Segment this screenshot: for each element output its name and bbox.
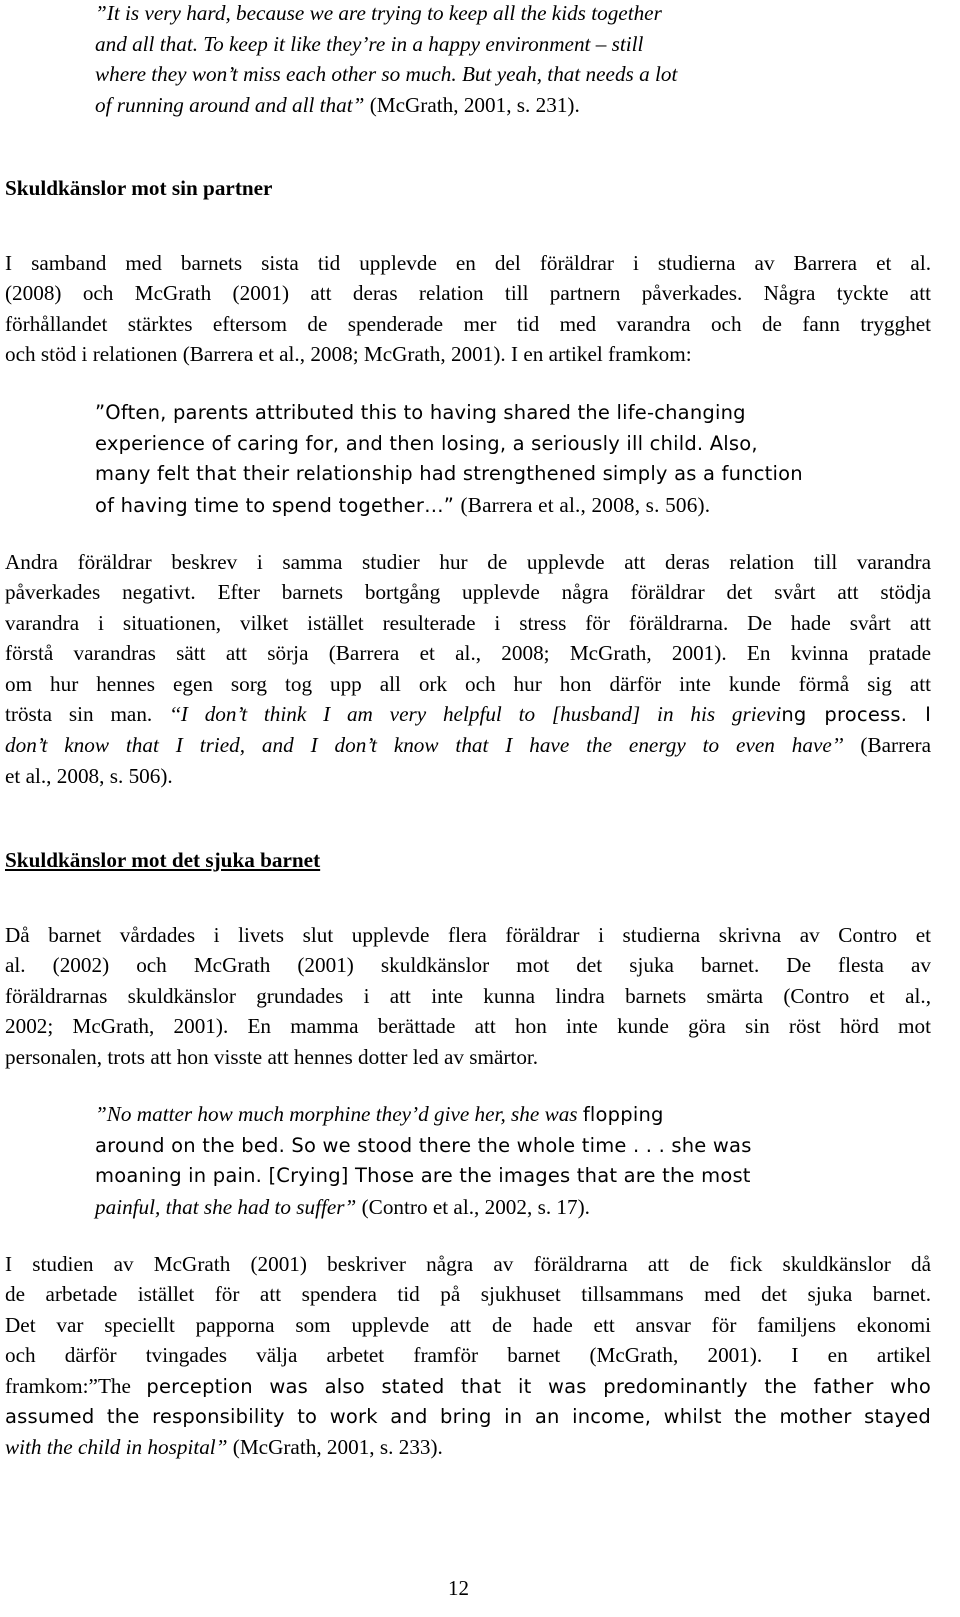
text-line: och därför tvingades välja arbetet framför barnet (McGrath, 2001). I en artikel xyxy=(5,1343,931,1368)
quote-line: of having time to spend together…” xyxy=(95,493,455,517)
quote-line: many felt that their relationship had strengthened simply as a function xyxy=(95,462,803,485)
quote-line: where they won’t miss each other so much. But yeah, that needs a lot xyxy=(95,62,678,86)
paragraph-4 xyxy=(5,1249,931,1463)
text-line: personalen, trots att hon visste att hennes dotter led av smärtor. xyxy=(5,1044,539,1069)
text-line: påverkades negativt. Efter barnets bortgång upplevde några föräldrar det svårt att stödja xyxy=(5,580,931,605)
text-segment: (Barrera xyxy=(860,733,931,758)
quote-italic: don’t know that I tried, and I don’t know that I have the energy to even have’’ xyxy=(5,733,844,758)
paragraph-3 xyxy=(5,920,931,1072)
quote-italic: ”No matter how much morphine they’d give her, she was xyxy=(95,1102,578,1126)
quote-line: of running around and all that” xyxy=(95,92,365,117)
block-quote-2 xyxy=(95,398,840,521)
text-line: Det var speciellt papporna som upplevde att de hade ett ansvar för familjens ekonomi xyxy=(5,1312,931,1337)
text-line: I samband med barnets sista tid upplevde en del föräldrar i studierna av Barrera et al. xyxy=(5,251,931,275)
text-line: Då barnet vårdades i livets slut upplevde flera föräldrar i studierna skrivna av Contro et xyxy=(5,923,931,947)
quote-line: ”It is very hard, because we are trying to keep all the kids together xyxy=(95,1,662,25)
text-line: de arbetade istället för att spendera tid på sjukhuset tillsammans med det sjuka barnet. xyxy=(5,1282,931,1307)
text-line: Andra föräldrar beskrev i samma studier hur de upplevde att deras relation till varandra xyxy=(5,550,931,574)
paragraph-2 xyxy=(5,547,931,791)
quote-italic: painful, that she had to suffer” xyxy=(95,1194,357,1219)
text-line: al. (2002) och McGrath (2001) skuldkänslor mot det sjuka barnet. De flesta av xyxy=(5,953,931,978)
quote-line: around on the bed. So we stood there the whole time . . . she was xyxy=(95,1133,752,1157)
quote-italic: with the child in hospital” xyxy=(5,1435,228,1460)
text-segment: flopping xyxy=(582,1103,664,1126)
text-segment: trösta sin man. xyxy=(5,702,153,727)
text-line: förstå varandras sätt att sörja (Barrera et al., 2008; McGrath, 2001). En kvinna pratade xyxy=(5,641,931,666)
quote-italic: ‘‘I don’t think I am very helpful to [husband] in his grievi xyxy=(169,702,782,727)
block-quote-1 xyxy=(95,0,840,120)
section-heading-partner: Skuldkänslor mot sin partner xyxy=(5,176,273,200)
text-line: (2008) och McGrath (2001) att deras relation till partnern påverkades. Några tyckte att xyxy=(5,281,931,306)
page-number: 12 xyxy=(448,1576,469,1600)
text-line: om hur hennes egen sorg tog upp all ork och hur hon därför inte kunde förmå sig att xyxy=(5,671,931,696)
block-quote-3 xyxy=(95,1099,840,1222)
section-heading-child: Skuldkänslor mot det sjuka barnet xyxy=(5,848,321,872)
text-segment: framkom:”The xyxy=(5,1373,131,1398)
text-line: et al., 2008, s. 506). xyxy=(5,763,173,788)
text-line: och stöd i relationen (Barrera et al., 2008; McGrath, 2001). I en artikel framkom: xyxy=(5,342,692,367)
text-line: förhållandet stärktes eftersom de spenderade mer tid med varandra och de fann trygghet xyxy=(5,311,931,336)
text-line: assumed the responsibility to work and bring in an income, whilst the mother stayed xyxy=(5,1405,931,1429)
text-segment: ng process. I xyxy=(781,703,932,727)
quote-line: ”Often, parents attributed this to having shared the life-changing xyxy=(95,401,746,424)
text-line: föräldrarnas skuldkänslor grundades i att inte kunna lindra barnets smärta (Contro et al., xyxy=(5,983,931,1008)
text-line: I studien av McGrath (2001) beskriver några av föräldrarna att de fick skuldkänslor då xyxy=(5,1252,931,1276)
quote-line: moaning in pain. [Crying] Those are the images that are the most xyxy=(95,1164,751,1187)
quote-line: and all that. To keep it like they’re in a happy environment – still xyxy=(95,31,644,56)
text-line: 2002; McGrath, 2001). En mamma berättade att hon inte kunde göra sin röst hörd mot xyxy=(5,1014,931,1039)
text-line: varandra i situationen, vilket istället resulterade i stress för föräldrarna. De hade svårt att xyxy=(5,610,931,635)
paragraph-1 xyxy=(5,248,931,370)
text-segment: perception was also stated that it was predominantly the father who xyxy=(146,1374,932,1398)
quote-citation: (Barrera et al., 2008, s. 506). xyxy=(460,492,711,517)
quote-citation: (McGrath, 2001, s. 231). xyxy=(369,92,580,117)
quote-line: experience of caring for, and then losing, a seriously ill child. Also, xyxy=(95,431,758,455)
quote-citation: (McGrath, 2001, s. 233). xyxy=(232,1435,443,1460)
quote-citation: (Contro et al., 2002, s. 17). xyxy=(361,1194,590,1219)
